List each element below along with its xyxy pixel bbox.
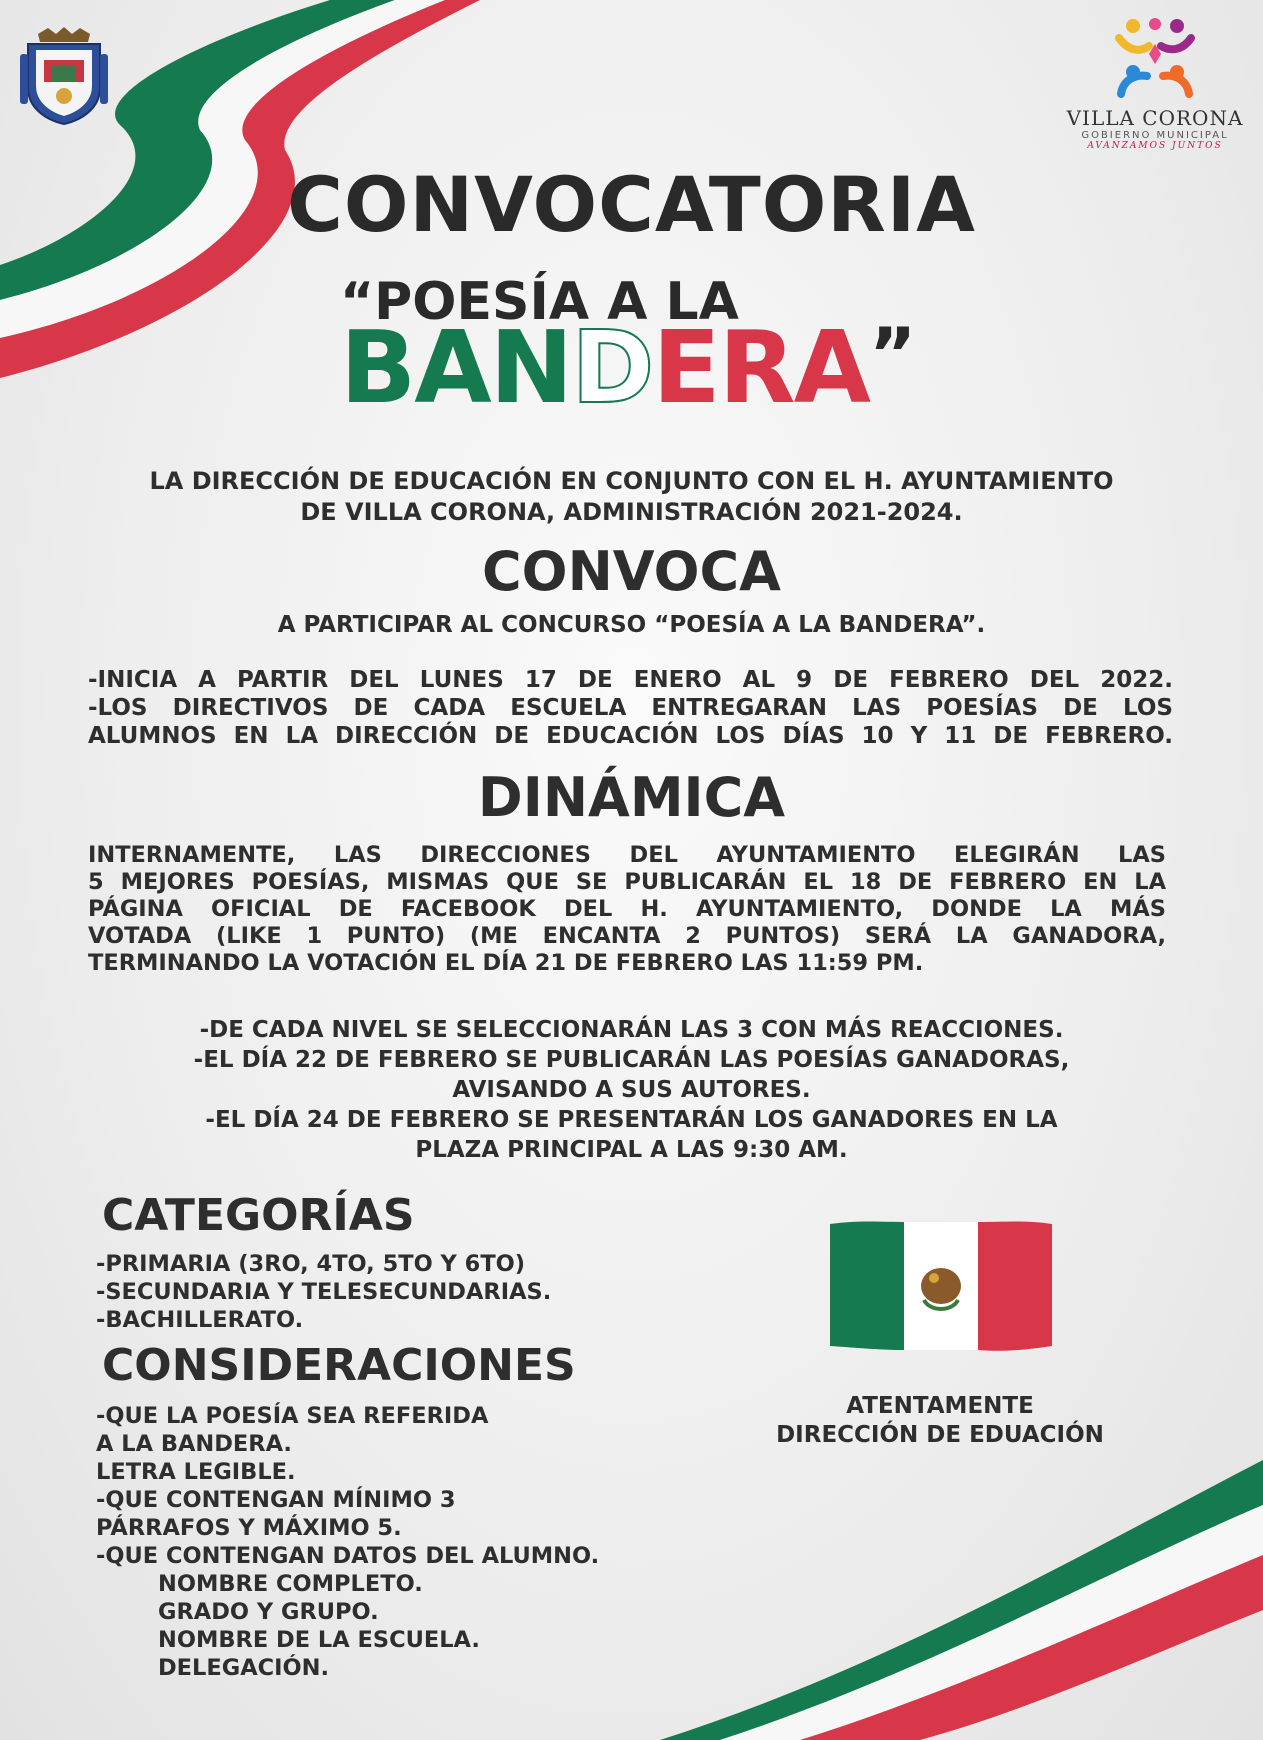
rules-line: -DE CADA NIVEL SE SELECCIONARÁN LAS 3 CON MÁS REACCIONES. [199, 1017, 1064, 1043]
list-item: LETRA LEGIBLE. [96, 1459, 296, 1485]
list-item: -QUE CONTENGAN MÍNIMO 3 [96, 1487, 456, 1513]
rules-line: AVISANDO A SUS AUTORES. [452, 1077, 811, 1103]
municipality-subtitle: GOBIERNO MUNICIPAL [1081, 130, 1229, 141]
dinamica-line: 5 MEJORES POESÍAS, MISMAS QUE SE PUBLICARÁN EL 18 DE FEBRERO EN LA [88, 869, 1166, 895]
page-title: CONVOCATORIA [287, 160, 976, 249]
rules-line: -EL DÍA 22 DE FEBRERO SE PUBLICARÁN LAS POESÍAS GANADORAS, [193, 1047, 1070, 1073]
list-item: -BACHILLERATO. [96, 1307, 304, 1333]
list-item: -PRIMARIA (3RO, 4TO, 5TO Y 6TO) [96, 1251, 526, 1277]
contest-title-white: D [571, 309, 653, 426]
contest-title-red: ERA [652, 309, 870, 426]
signoff-line1: ATENTAMENTE [846, 1393, 1034, 1419]
dinamica-heading: DINÁMICA [477, 766, 786, 829]
flag-ribbon-bottom [660, 1460, 1263, 1740]
signoff [740, 1392, 1140, 1450]
dinamica-line: PÁGINA OFICIAL DE FACEBOOK DEL H. AYUNTAMIENTO, DONDE LA MÁS [88, 896, 1166, 922]
rules-line: -EL DÍA 24 DE FEBRERO SE PRESENTARÁN LOS GANADORES EN LA [205, 1107, 1058, 1133]
list-item: -QUE CONTENGAN DATOS DEL ALUMNO. [96, 1543, 600, 1569]
list-sub-item: DELEGACIÓN. [158, 1655, 330, 1681]
list-item: PÁRRAFOS Y MÁXIMO 5. [96, 1515, 402, 1541]
categorias-heading: CATEGORÍAS [102, 1190, 415, 1241]
dates-line: -INICIA A PARTIR DEL LUNES 17 DE ENERO AL 9 DE FEBRERO DEL 2022. [88, 667, 1173, 693]
mexican-flag-icon [830, 1220, 1052, 1352]
municipal-crest-logo [18, 26, 110, 126]
list-sub-item: NOMBRE COMPLETO. [158, 1571, 423, 1597]
dinamica-paragraph [88, 842, 1166, 977]
contest-title-close-quote: ” [869, 312, 915, 396]
signoff-line2: DIRECCIÓN DE EDUACIÓN [776, 1422, 1104, 1448]
dates-line: ALUMNOS EN LA DIRECCIÓN DE EDUCACIÓN LOS DÍAS 10 Y 11 DE FEBRERO. [88, 723, 1173, 749]
list-sub-item: GRADO Y GRUPO. [158, 1599, 379, 1625]
dinamica-line: VOTADA (LIKE 1 PUNTO) (ME ENCANTA 2 PUNTOS) SERÁ LA GANADORA, [88, 923, 1166, 949]
contest-title-line1: “POESÍA A LA [340, 272, 739, 332]
intro-line: LA DIRECCIÓN DE EDUCACIÓN EN CONJUNTO CON EL H. AYUNTAMIENTO [149, 467, 1114, 495]
people-circle-icon [1113, 16, 1197, 100]
list-item: -QUE LA POESÍA SEA REFERIDA [96, 1403, 489, 1429]
categorias-list [96, 1250, 551, 1334]
rules-line: PLAZA PRINCIPAL A LAS 9:30 AM. [415, 1137, 848, 1163]
invite-text: A PARTICIPAR AL CONCURSO “POESÍA A LA BANDERA”. [277, 612, 986, 638]
villa-corona-logo [1055, 16, 1255, 156]
municipality-slogan: AVANZAMOS JUNTOS [1087, 141, 1223, 151]
rules-block [60, 1015, 1203, 1165]
list-sub-item: NOMBRE DE LA ESCUELA. [158, 1627, 480, 1653]
consideraciones-heading: CONSIDERACIONES [102, 1340, 576, 1391]
list-item: A LA BANDERA. [96, 1431, 292, 1457]
municipality-name: VILLA CORONA [1066, 106, 1244, 130]
contest-title-green: BAN [340, 309, 572, 426]
intro-text [60, 466, 1203, 528]
dates-block [88, 666, 1173, 750]
consideraciones-list [96, 1402, 599, 1682]
convoca-heading: CONVOCA [482, 540, 781, 603]
dates-line: -LOS DIRECTIVOS DE CADA ESCUELA ENTREGARAN LAS POESÍAS DE LOS [88, 695, 1173, 721]
contest-title-line2 [340, 309, 915, 426]
list-item: -SECUNDARIA Y TELESECUNDARIAS. [96, 1279, 552, 1305]
dinamica-line: INTERNAMENTE, LAS DIRECCIONES DEL AYUNTAMIENTO ELEGIRÁN LAS [88, 842, 1166, 868]
intro-line: DE VILLA CORONA, ADMINISTRACIÓN 2021-2024. [300, 498, 963, 526]
dinamica-line: TERMINANDO LA VOTACIÓN EL DÍA 21 DE FEBRERO LAS 11:59 PM. [88, 950, 924, 976]
